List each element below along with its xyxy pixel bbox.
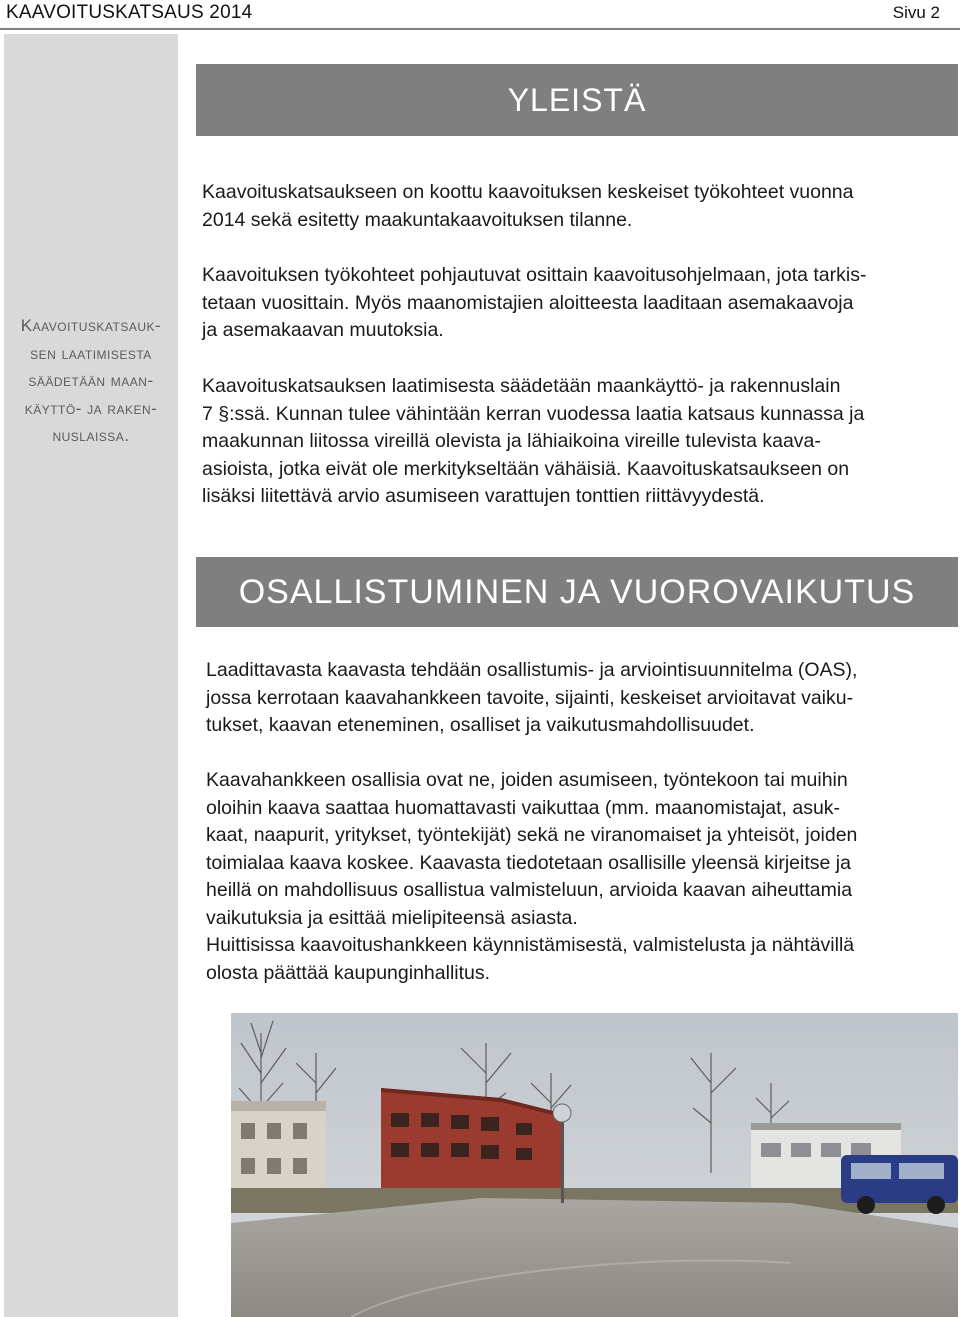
photo-illustration [231,1013,958,1317]
page-header [0,0,960,26]
street-view-photo [231,1013,958,1317]
text-line: olosta päättää kaupunginhallitus. [206,961,491,984]
text-line: Kaavahankkeen osallisia ovat ne, joiden asumiseen, työntekoon tai muihin [206,769,848,791]
paragraph [202,373,864,511]
text-line: Laadittavasta kaavasta tehdään osallistumis- ja arviointisuunnitelma (OAS), [206,659,858,681]
pull-quote-line: sen laatimisesta [30,343,152,363]
text-line: tukset, kaavan eteneminen, osalliset ja vaikutusmahdollisuudet. [206,714,755,736]
paragraph [202,179,854,234]
document-title: KAAVOITUSKATSAUS 2014 [6,2,253,23]
page-number: Sivu 2 [892,3,940,22]
text-line: oloihin kaava saattaa huomattavasti vaikuttaa (mm. maanomistajat, asuk- [206,796,841,819]
text-line: kaat, naapurit, yritykset, työntekijät) sekä ne viranomaiset ja yhteisöt, joiden [206,824,858,846]
sidebar-pull-quote [4,312,178,450]
text-line: heillä on mahdollisuus osallistua valmisteluun, arvioida kaavan aiheuttamia [206,879,853,901]
paragraph [206,767,857,987]
text-line: 2014 sekä esitetty maakuntakaavoituksen tilanne. [202,208,633,231]
text-line: asioista, jotka eivät ole merkitykseltään vähäisiä. Kaavoituskatsaukseen on [202,457,850,480]
text-line: lisäksi liitettävä arvio asumiseen varattujen tonttien riittävyydestä. [202,485,765,507]
section-heading-osallistuminen: OSALLISTUMINEN JA VUOROVAIKUTUS [196,557,958,627]
pull-quote-line: nuslaissa. [52,426,130,445]
text-line: Kaavoituskatsauksen laatimisesta säädetään maankäyttö- ja rakennuslain [202,375,841,397]
text-line: Huittisissa kaavoitushankkeen käynnistämisestä, valmistelusta ja nähtävillä [206,934,855,956]
text-line: toimialaa kaava koskee. Kaavasta tiedotetaan osallisille yleensä kirjeitse ja [206,851,851,874]
pull-quote-line: säädetään maan- [28,371,154,390]
text-line: Kaavoituksen työkohteet pohjautuvat osittain kaavoitusohjelmaan, jota tarkis- [202,264,867,286]
text-line: Kaavoituskatsaukseen on koottu kaavoituksen keskeiset työkohteet vuonna [202,181,854,203]
section-heading-yleista: YLEISTÄ [196,64,958,136]
text-line: 7 §:ssä. Kunnan tulee vähintään kerran vuodessa laatia katsaus kunnassa ja [202,402,865,425]
text-line: vaikutuksia ja esittää mielipiteensä asiasta. [206,906,578,929]
header-divider [0,28,960,30]
paragraph [202,262,866,345]
text-line: tetaan vuosittain. Myös maanomistajien aloitteesta laaditaan asemakaavoja [202,291,854,314]
text-line: ja asemakaavan muutoksia. [202,319,444,341]
text-line: maakunnan liitossa vireillä olevista ja lähiaikoina vireille tulevista kaava- [202,430,821,452]
sidebar-panel [4,34,178,1317]
pull-quote-line: käyttö- ja raken- [24,398,158,418]
pull-quote-line: Kaavoituskatsauk- [20,316,162,335]
text-line: jossa kerrotaan kaavahankkeen tavoite, sijainti, keskeiset arvioitavat vaiku- [206,686,854,709]
paragraph [206,657,857,740]
